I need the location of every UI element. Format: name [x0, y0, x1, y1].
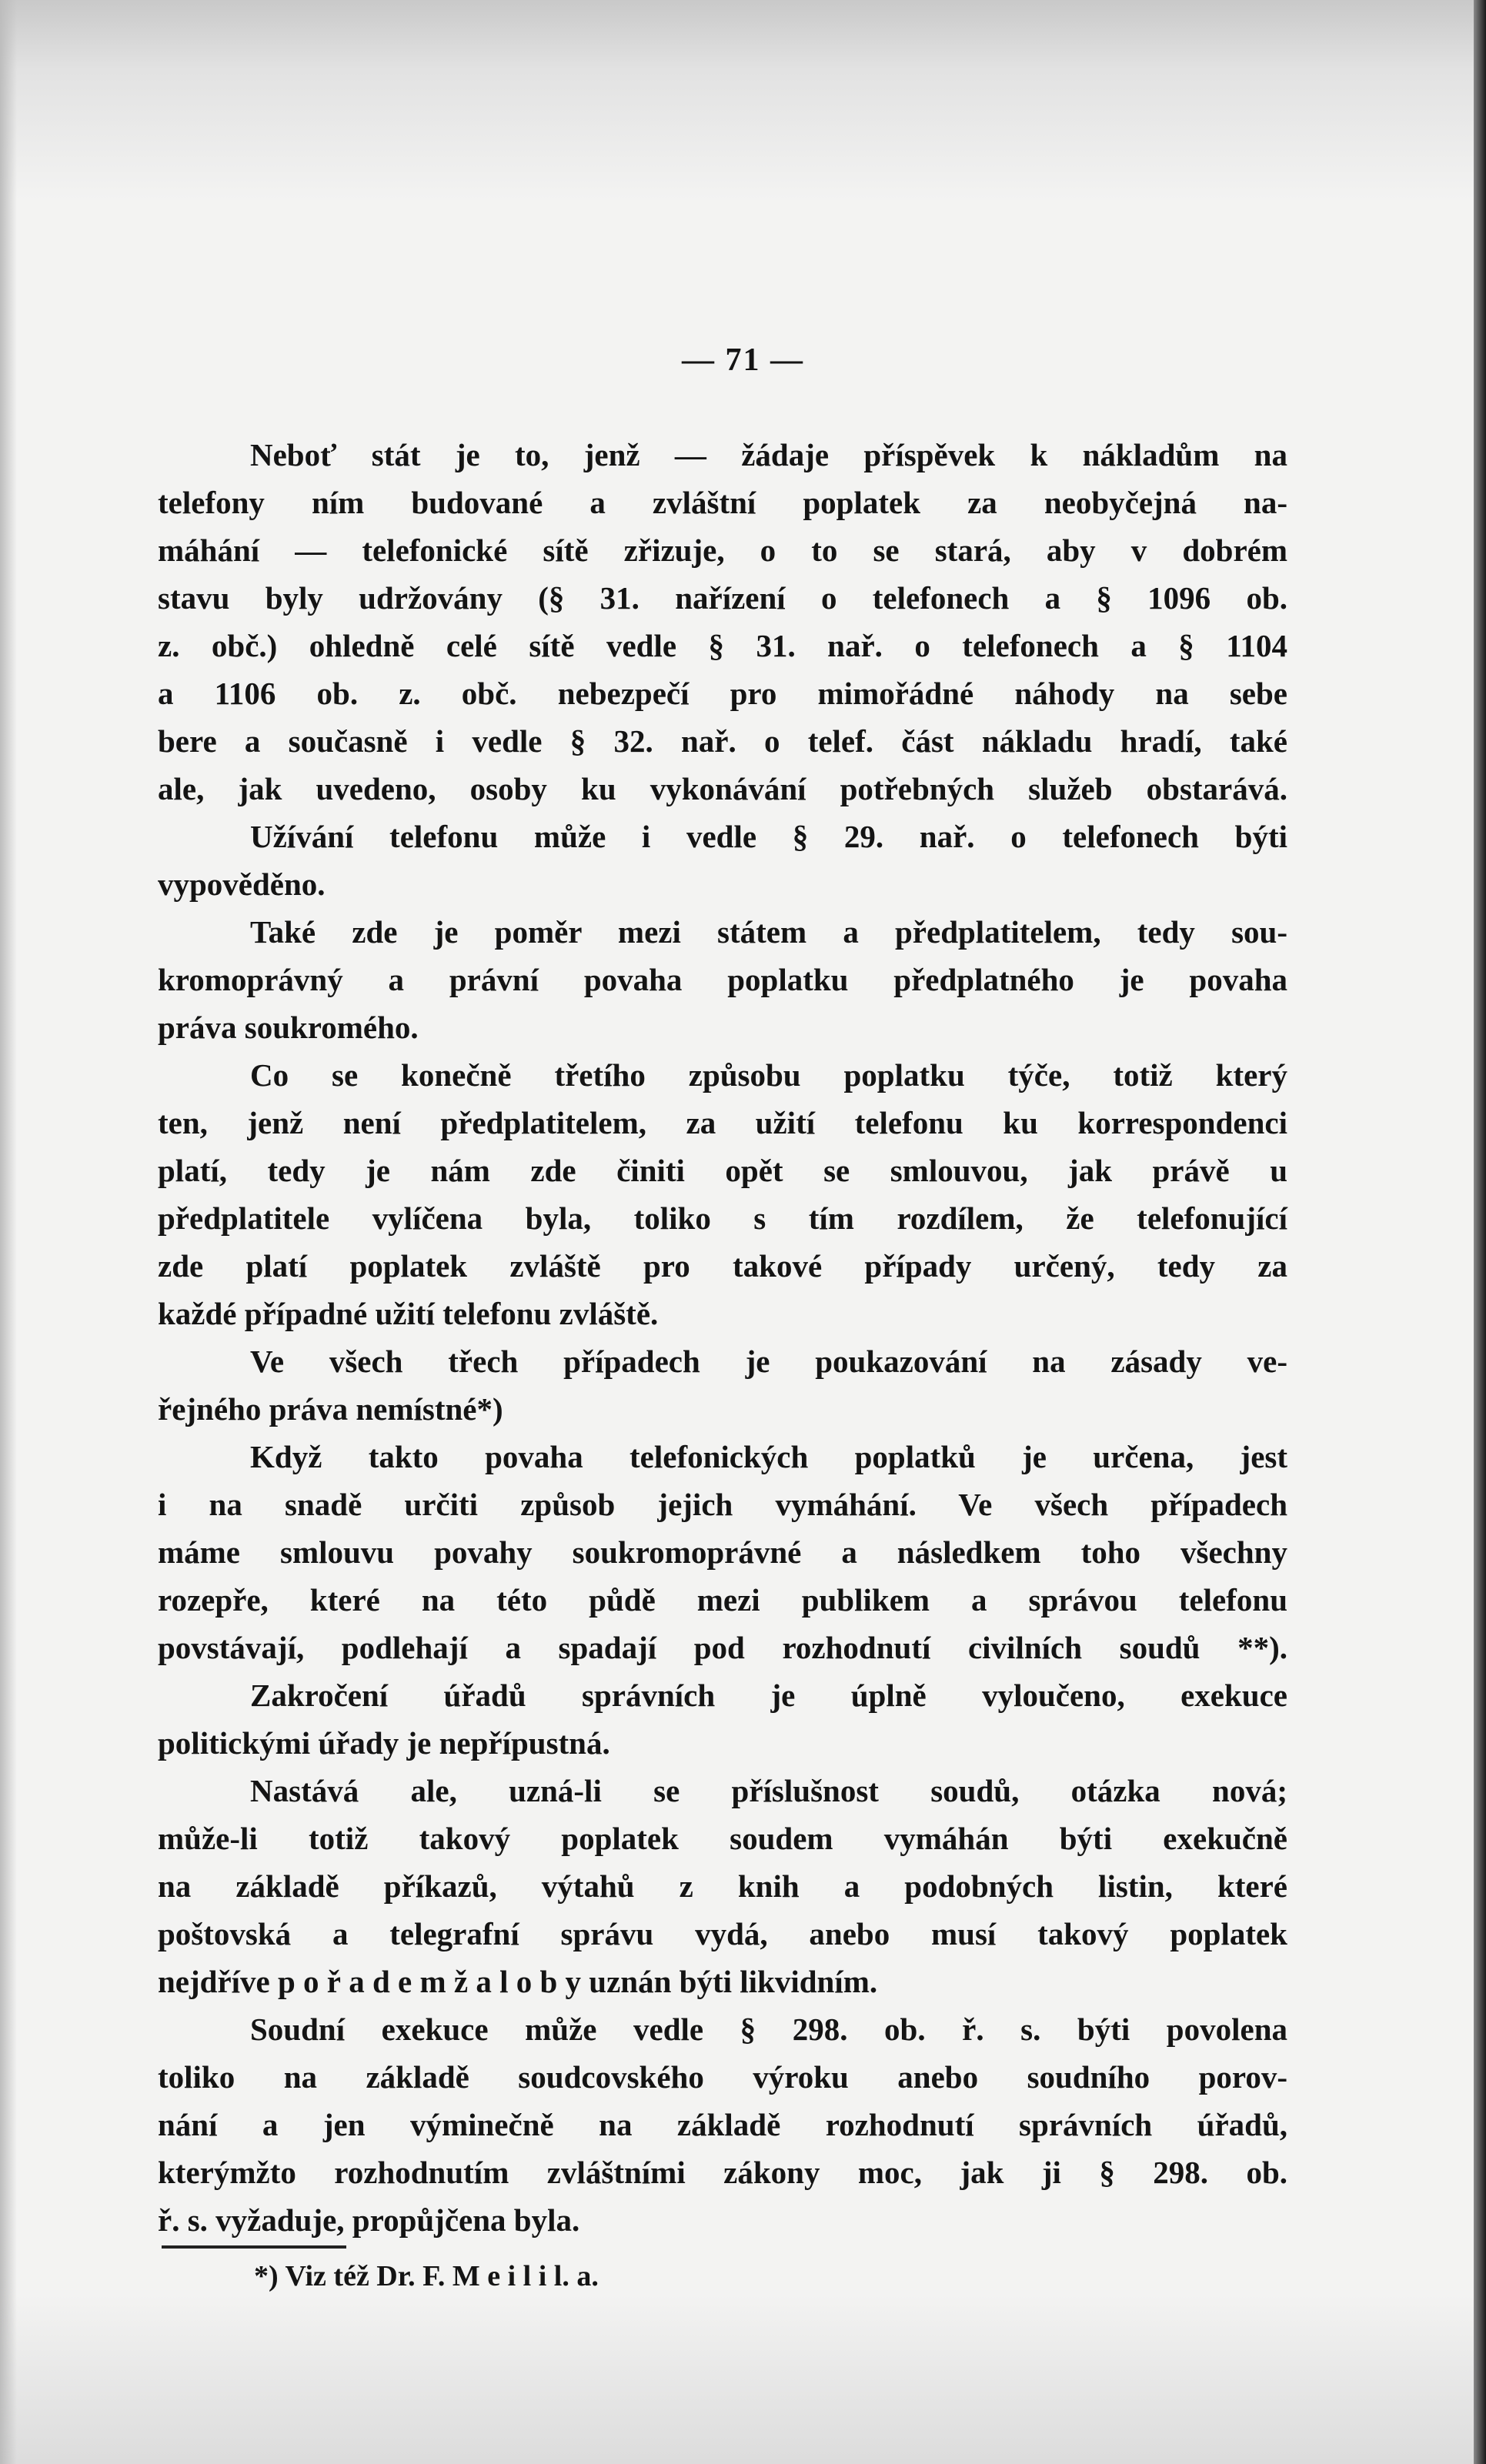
text-line: Zakročení úřadů správních je úplně vyloučeno, exekuce [250, 1678, 1287, 1713]
paragraph [158, 908, 1287, 1051]
text-line: práva soukromého. [158, 1010, 419, 1045]
text-line: i na snadě určiti způsob jejich vymáhání. Ve všech případech [158, 1487, 1287, 1522]
text-line: bere a současně i vedle § 32. nař. o telef. část nákladu hradí, také [158, 723, 1287, 759]
text-line: poštovská a telegrafní správu vydá, anebo musí takový poplatek [158, 1916, 1287, 1952]
text-line: každé případné užití telefonu zvláště. [158, 1296, 659, 1331]
text-line: nání a jen výminečně na základě rozhodnutí správních úřadů, [158, 2107, 1287, 2142]
text-line: Neboť stát je to, jenž — žádaje příspěvek k nákladům na [250, 437, 1287, 472]
text-line: Také zde je poměr mezi státem a předplatitelem, tedy sou- [250, 914, 1287, 950]
text-line: platí, tedy je nám zde činiti opět se smlouvou, jak právě u [158, 1153, 1287, 1188]
text-line: Ve všech třech případech je poukazování na zásady ve- [250, 1344, 1287, 1379]
paragraph [158, 431, 1287, 813]
text-line: Soudní exekuce může vedle § 298. ob. ř. s. býti povolena [250, 2012, 1287, 2047]
text-line: Užívání telefonu může i vedle § 29. nař. o telefonech býti [250, 819, 1287, 854]
paragraph [158, 813, 1287, 908]
text-line: máme smlouvu povahy soukromoprávné a následkem toho všechny [158, 1534, 1287, 1570]
text-line: na základě příkazů, výtahů z knih a podobných listin, které [158, 1868, 1287, 1904]
text-line: kromoprávný a právní povaha poplatku předplatného je povaha [158, 962, 1287, 997]
text-line: ten, jenž není předplatitelem, za užití telefonu ku korrespondenci [158, 1105, 1287, 1140]
paragraph [158, 1051, 1287, 1337]
text-line: kterýmžto rozhodnutím zvláštními zákony moc, jak ji § 298. ob. [158, 2155, 1287, 2190]
scan-shading-bottom [0, 2295, 1486, 2464]
text-line: předplatitele vylíčena byla, toliko s tím rozdílem, že telefonující [158, 1200, 1287, 1236]
text-line: a 1106 ob. z. obč. nebezpečí pro mimořádné náhody na sebe [158, 676, 1287, 711]
text-line: povstávají, podlehají a spadají pod rozhodnutí civilních soudů **). [158, 1630, 1287, 1665]
text-line: máhání — telefonické sítě zřizuje, o to se stará, aby v dobrém [158, 533, 1287, 568]
footnote: *) Viz též Dr. F. M e i l i l. a. [254, 2260, 599, 2292]
paragraph [158, 1671, 1287, 1767]
paragraph [158, 1433, 1287, 1671]
text-line: telefony ním budované a zvláštní poplatek za neobyčejná na- [158, 485, 1287, 520]
page-number: — 71 — [682, 342, 804, 378]
paragraph [158, 1337, 1287, 1433]
text-line: rozepře, které na této půdě mezi publikem a správou telefonu [158, 1582, 1287, 1618]
text-line: zde platí poplatek zvláště pro takové případy určený, tedy za [158, 1248, 1287, 1284]
paragraph [158, 1767, 1287, 2005]
text-line: vypověděno. [158, 866, 326, 902]
body-text [158, 431, 1287, 2244]
text-line: politickými úřady je nepřípustná. [158, 1725, 610, 1761]
text-line: stavu byly udržovány (§ 31. nařízení o telefonech a § 1096 ob. [158, 580, 1287, 616]
scan-shading-top [0, 0, 1486, 200]
text-line: z. obč.) ohledně celé sítě vedle § 31. nař. o telefonech a § 1104 [158, 628, 1287, 663]
text-line: ř. s. vyžaduje, propůjčena byla. [158, 2202, 580, 2238]
text-line: toliko na základě soudcovského výroku anebo soudního porov- [158, 2059, 1287, 2095]
footnote-divider [162, 2245, 346, 2249]
text-line: Nastává ale, uzná-li se příslušnost soudů, otázka nová; [250, 1773, 1287, 1808]
paragraph [158, 2005, 1287, 2244]
text-line: Co se konečně třetího způsobu poplatku týče, totiž který [250, 1057, 1287, 1093]
text-line: může-li totiž takový poplatek soudem vymáhán býti exekučně [158, 1821, 1287, 1856]
text-line: řejného práva nemístné*) [158, 1391, 503, 1427]
text-line: ale, jak uvedeno, osoby ku vykonávání potřebných služeb obstarává. [158, 771, 1287, 806]
text-line: nejdříve p o ř a d e m ž a l o b y uznán býti likvidním. [158, 1964, 878, 1999]
text-line: Když takto povaha telefonických poplatků je určena, jest [250, 1439, 1287, 1474]
